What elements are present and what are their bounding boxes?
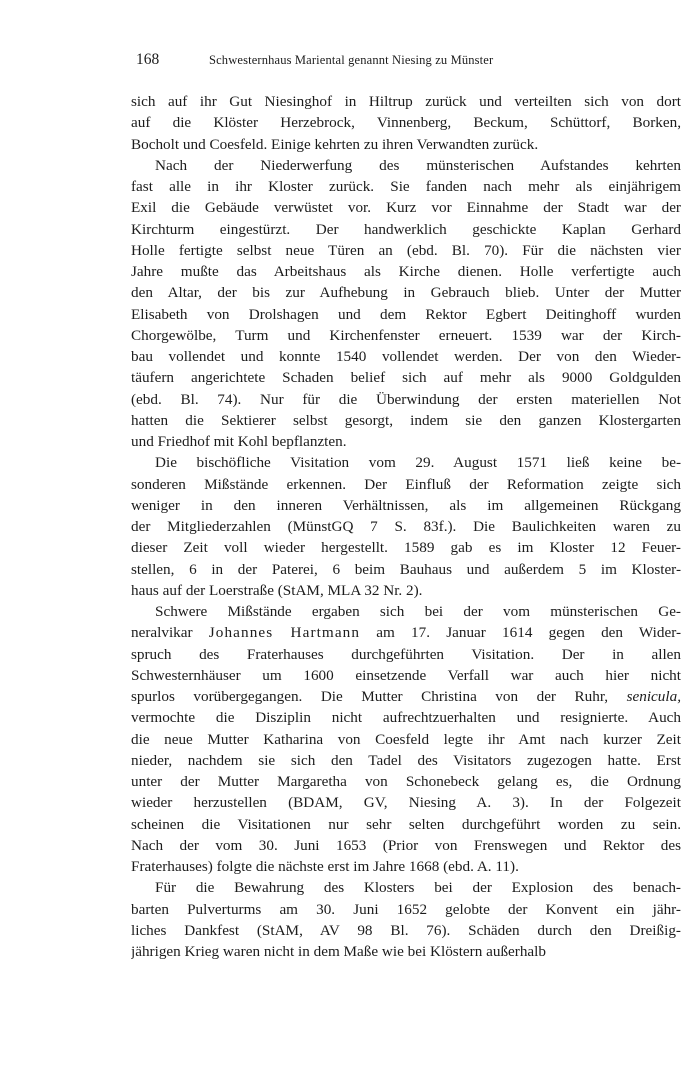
text-segment: sich auf ihr Gut Niesinghof in Hiltrup zurück und verteilten sich von dort [131,93,681,110]
text-segment: Elisabeth von Drolshagen und dem Rektor Egbert Deitinghoff wurden [131,305,681,323]
text-line [131,792,681,813]
text-line [131,261,681,282]
text-line [131,707,681,728]
text-segment: scheinen die Visitationen nur sehr selten durchgeführt worden zu sein. [131,815,681,833]
paragraph [131,91,681,155]
text-segment: am 17. Januar 1614 gegen den Wider- [360,624,681,642]
text-line [131,410,681,431]
text-segment: haus auf der Loerstraße (StAM, MLA 32 Nr. 2). [131,581,423,599]
text-segment: Für die Bewahrung des Klosters bei der Explosion des benach- [155,879,681,897]
text-segment: senicula, [626,688,681,705]
text-segment: Fraterhauses) folgte die nächste erst im [131,858,374,875]
text-line [131,367,681,388]
paragraph [131,601,681,877]
paragraph [131,155,681,453]
text-line [131,197,681,218]
text-segment: Holle fertigte selbst neue Türen an (ebd. Bl. 70). Für die nächsten vier [131,241,681,259]
text-line [131,814,681,835]
text-line [131,877,681,898]
text-segment: neralvikar [131,624,209,642]
text-line [131,920,681,941]
text-segment: liches Dankfest (StAM, AV 98 Bl. 76). Schäden durch den Dreißig- [131,921,681,939]
text-segment: Johannes Hartmann [208,624,361,642]
text-line [131,601,681,622]
text-segment: auf die Klöster Herzebrock, Vinnenberg, Beckum, Schüttorf, Borken, [131,114,681,132]
text-segment: spurlos vorübergegangen. Die Mutter Christina von der Ruhr, [131,688,627,705]
text-line [131,304,681,325]
text-line [131,91,681,112]
text-line [131,346,681,367]
text-segment: Chorgewölbe, Turm und Kirchenfenster erneuert. 1539 war der Kirch- [131,326,681,344]
text-line [131,134,681,155]
text-segment: stellen, 6 in der Paterei, 6 beim Bauhaus und außerdem 5 im Kloster- [131,560,681,578]
text-line [131,644,681,665]
text-segment: hatten die Sektierer selbst gesorgt, indem sie den ganzen Klostergarten [131,411,681,429]
text-segment: Schwesternhäuser um 1600 einsetzende Verfall war auch hier nicht [131,666,681,684]
text-segment: vermochte die Disziplin nicht aufrechtzuerhalten und resignierte. Auch [131,709,681,727]
text-segment: 1668 (ebd. A. 11). [405,858,519,875]
text-segment: Exil die Gebäude verwüstet vor. Kurz vor Einnahme der Stadt war der [131,199,681,217]
text-line [131,516,681,537]
text-segment: nieder, nachdem sie sich den Tadel des Visitators zugezogen hatte. Erst [131,751,681,769]
text-line [131,580,681,601]
paragraph [131,452,681,601]
text-segment: jährigen Krieg waren nicht in dem Maße wie bei Klöstern außerhalb [131,943,546,960]
text-segment: der Mitgliederzahlen (MünstGQ 7 S. 83f.). Die Baulichkeiten waren zu [131,518,681,535]
text-line [131,750,681,771]
text-line [131,559,681,580]
text-line [131,389,681,410]
text-segment: fast alle in ihr Kloster zurück. Sie fanden nach mehr als einjährigem [131,178,681,195]
text-line [131,941,681,962]
text-line [131,771,681,792]
document-page [131,51,681,962]
text-segment: Kirchturm eingestürzt. Der handwerklich geschickte Kaplan Gerhard [131,220,681,238]
text-segment: bau vollendet und konnte 1540 vollendet werden. Der von den Wieder- [131,348,681,365]
text-segment: Nach der vom 30. Juni 1653 (Prior von Frenswegen und Rektor des [131,836,681,854]
text-segment: täufern angerichtete Schaden belief sich auf mehr als 9000 Goldgulden [131,369,681,387]
text-line [131,835,681,856]
text-line [131,219,681,240]
text-line [131,686,681,707]
text-segment: Jahre [373,858,406,875]
text-line [131,899,681,920]
page-number: 168 [136,51,160,68]
text-segment: Jahre mußte das Arbeitshaus als Kirche dienen. Holle verfertigte auch [131,263,681,280]
text-line [131,325,681,346]
text-line [131,474,681,495]
text-segment: unter der Mutter Margaretha von Schonebeck gelang es, die Ordnung [131,773,681,790]
text-segment: Schwere Mißstände ergaben sich bei der vom münsterischen Ge- [155,603,681,620]
text-line [131,856,681,877]
text-line [131,112,681,133]
text-line [131,155,681,176]
text-segment: Die bischöfliche Visitation vom 29. August 1571 ließ keine be- [155,454,681,472]
text-segment: den Altar, der bis zur Aufhebung in Gebrauch blieb. Unter der Mutter [131,284,681,302]
text-line [131,282,681,303]
text-line [131,431,681,452]
text-segment: und Friedhof mit Kohl bepflanzten. [131,433,347,450]
text-line [131,176,681,197]
text-line [131,240,681,261]
text-segment: sonderen Mißstände erkennen. Der Einfluß der Reformation zeigte sich [131,475,681,493]
text-segment: Bocholt und Coesfeld. Einige kehrten zu ihren Verwandten zurück. [131,135,539,153]
text-segment: (ebd. Bl. 74). Nur für die Überwindung der ersten materiellen Not [131,390,681,408]
text-segment: barten Pulverturms am 30. Juni 1652 gelobte der Konvent ein jähr- [131,900,681,918]
text-line [131,537,681,558]
text-line [131,452,681,473]
text-line [131,622,681,643]
text-segment: wieder herzustellen (BDAM, GV, Niesing A. 3). In der Folgezeit [131,794,681,812]
text-segment: Nach der Niederwerfung des münsterischen Aufstandes kehrten [155,156,681,174]
running-title: Schwesternhaus Mariental genannt Niesing zu Münster [209,53,494,67]
text-segment: weniger in den inneren Verhältnissen, als im allgemeinen Rückgang [131,496,681,514]
text-segment: spruch des Fraterhauses durchgeführten Visitation. Der in allen [131,645,681,663]
text-line [131,729,681,750]
text-line [131,665,681,686]
text-line [131,495,681,516]
text-segment: dieser Zeit voll wieder hergestellt. 1589 gab es im Kloster 12 Feuer- [131,539,681,557]
body-text [131,91,681,962]
running-head [131,51,681,73]
text-segment: die neue Mutter Katharina von Coesfeld legte ihr Amt nach kurzer Zeit [131,730,681,748]
paragraph [131,877,681,962]
